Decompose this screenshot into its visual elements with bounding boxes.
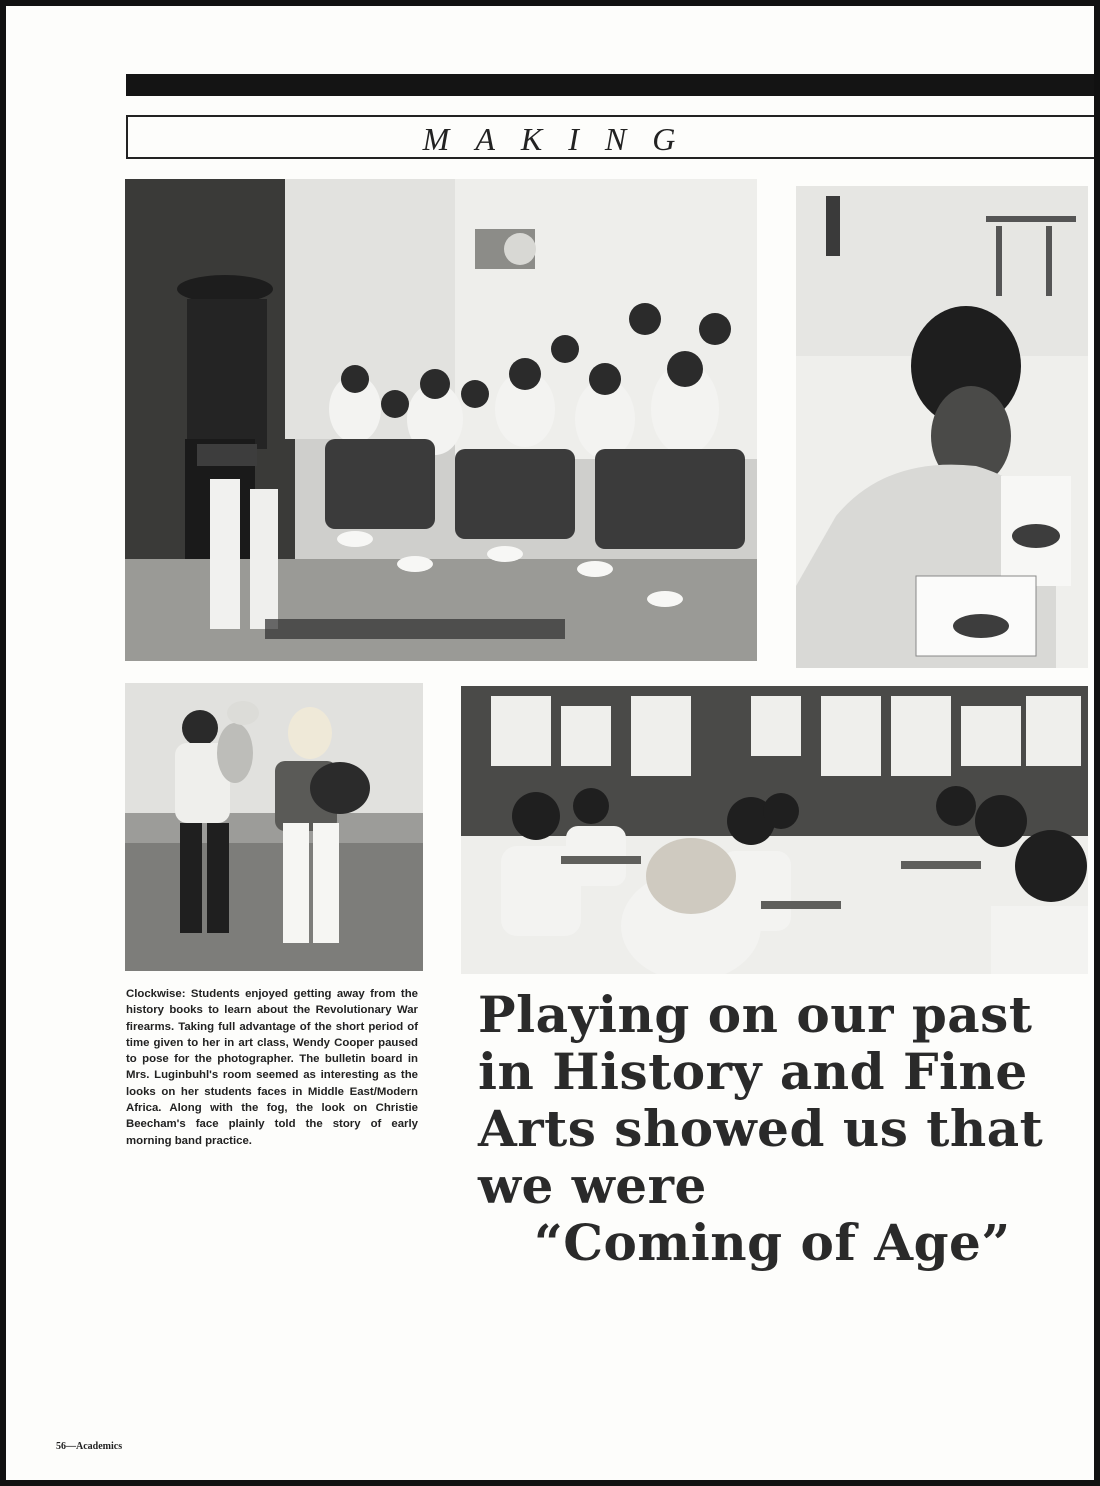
revolutionary-war-photo [125, 179, 757, 661]
photo-caption: Clockwise: Students enjoyed getting away from the history books to learn about the Revolutionary War firearms. Taking full advantage of the short period of time given to her in art class, Wendy Cooper paused to pose for the photographer. The bulletin board in Mrs. Luginbuhl's room seemed as interesting as the looks on her students faces in Middle East/Modern Africa. Along with the fog, the look on Christie Beecham's face plainly told the story of early morning band practice. [126, 988, 418, 1147]
headline-line-5: “Coming of Age” [534, 1213, 1011, 1272]
art-class-photo-art [796, 186, 1088, 668]
headline-line-2: in History and Fine [478, 1042, 1028, 1101]
art-class-photo [796, 186, 1088, 668]
headline-line-1: Playing on our past [478, 985, 1033, 1044]
headline-line-4: we were [478, 1156, 707, 1215]
band-practice-photo-art [125, 683, 423, 971]
header-rule [126, 74, 1100, 96]
page-folio: 56—Academics [56, 1441, 123, 1452]
headline-line-3: Arts showed us that [478, 1099, 1044, 1158]
band-practice-photo [125, 683, 423, 971]
section-header [126, 115, 1100, 159]
history-class-photo [461, 686, 1088, 974]
page-headline [478, 986, 1088, 1271]
section-title: MAKING [422, 121, 702, 157]
revolutionary-war-photo-art [125, 179, 757, 661]
history-class-photo-art [461, 686, 1088, 974]
